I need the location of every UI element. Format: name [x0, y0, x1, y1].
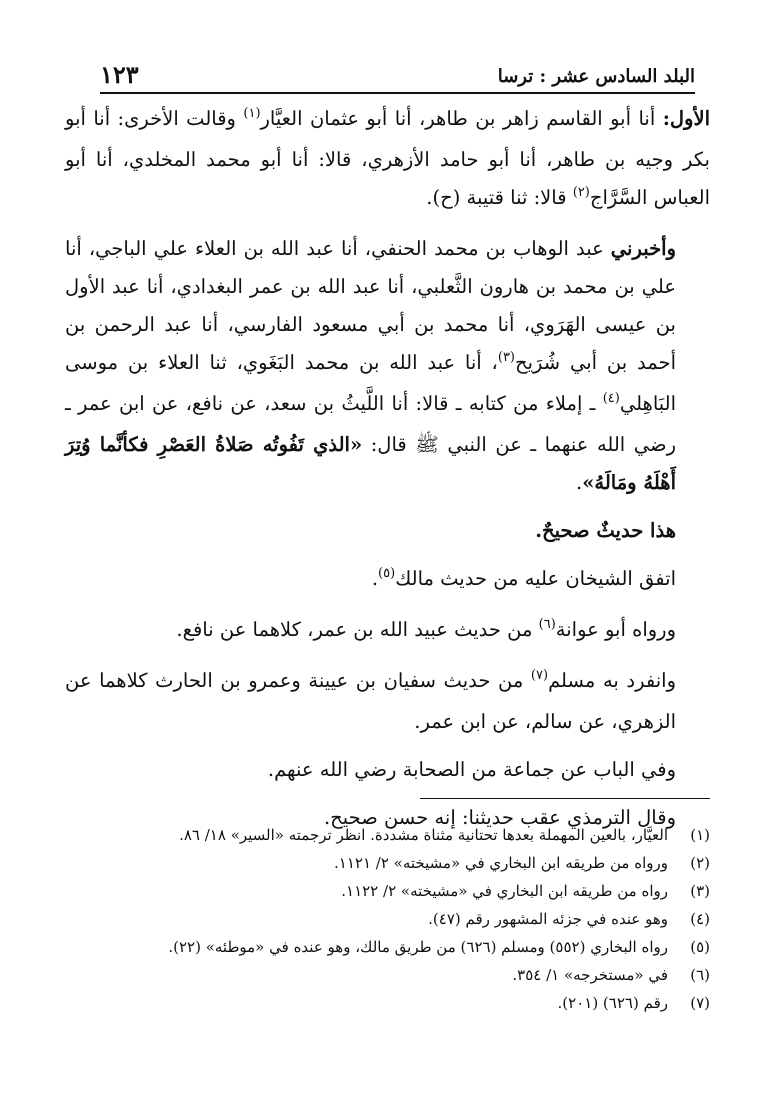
footnote-marker[interactable]: (٦): [538, 617, 556, 632]
footnote-text: رواه البخاري (٥٥٢) ومسلم (٦٢٦) من طريق مالك، وهو عنده في «موطئه» (٢٢).: [168, 938, 668, 956]
footnote-marker[interactable]: (٧): [530, 668, 549, 683]
footnote-text: العيَّار، بالعين المهملة بعدها تحتانية مثناة مشددة. انظر ترجمته «السير» ١٨/ ٨٦.: [179, 826, 668, 844]
hadith-text: «الذي تَفُوتُه صَلاةُ العَصْرِ فكأنَّما وُتِرَ أَهْلَهُ ومَالَهُ»: [65, 433, 676, 494]
text-run: قالا: ثنا قتيبة (ح).: [426, 186, 567, 209]
footnote-number: (٧): [690, 994, 710, 1012]
text-run: وقال الترمذي عقب حديثنا: إنه حسن صحيح.: [323, 806, 676, 829]
text-run: من حديث عبيد الله بن عمر، كلاهما عن نافع.: [176, 618, 533, 641]
text-run: وانفرد به مسلم: [548, 669, 676, 692]
footnote-text: وهو عنده في جزئه المشهور رقم (٤٧).: [428, 910, 668, 928]
main-text: [65, 100, 710, 837]
footnote-marker[interactable]: (١): [243, 106, 261, 121]
footnote-number: (٤): [690, 910, 710, 928]
footnote-item: [65, 821, 710, 849]
paragraph-abu-awana: [65, 611, 710, 652]
footnotes: [65, 798, 710, 1017]
footnote-text: ورواه من طريقه ابن البخاري في «مشيخته» ٢/ ١١٢١.: [334, 854, 668, 872]
page-header: [100, 58, 695, 94]
text-run: عبد الوهاب بن محمد الحنفي، أنا عبد الله بن العلاء علي الباجي، أنا علي بن محمد بن هارون الثَّعلبي، أنا عبد الله بن عمر البغدادي، أنا عبد الأول بن عيسى الهَرَوي، أنا محمد بن أبي مسعود الفارسي، أنا عبد الرحمن بن أحمد بن أبي شُرَيح: [65, 237, 676, 374]
text-run: أنا أبو القاسم زاهر بن طاهر، أنا أبو عثمان العيَّار: [260, 107, 656, 130]
footnote-marker[interactable]: (٤): [602, 391, 620, 406]
footnote-item: [65, 933, 710, 961]
paragraph-lead: وأخبرني: [610, 237, 676, 260]
footnote-text: رقم (٦٢٦) (٢٠١).: [557, 994, 668, 1012]
paragraph-lead: الأول:: [662, 107, 711, 130]
footnote-rule: [420, 798, 710, 799]
paragraph-agreement: [65, 560, 710, 601]
paragraph-isnad-1: [65, 100, 710, 220]
text-run: .: [576, 471, 583, 494]
footnote-number: (٣): [690, 882, 710, 900]
text-run: ـ إملاء من كتابه ـ قالا: أنا اللَّيثُ بن سعد، عن نافع، عن ابن عمر ـ رضي الله عنهما ـ عن النبي ﷺ قال:: [65, 392, 676, 456]
running-title: البلد السادس عشر : ترسا: [497, 66, 695, 87]
footnote-marker[interactable]: (٣): [497, 350, 515, 365]
footnote-marker[interactable]: (٥): [378, 566, 396, 581]
paragraph-grading: [65, 512, 710, 550]
footnote-text: في «مستخرجه» ١/ ٣٥٤.: [512, 966, 668, 984]
text-run: اتفق الشيخان عليه من حديث مالك: [395, 567, 676, 590]
footnote-item: [65, 877, 710, 905]
footnote-item: [65, 989, 710, 1017]
footnote-number: (٥): [690, 938, 710, 956]
paragraph-muslim: [65, 662, 710, 741]
text-run: وفي الباب عن جماعة من الصحابة رضي الله عنهم.: [267, 758, 676, 781]
footnote-number: (٢): [690, 854, 710, 872]
paragraph-isnad-2: [65, 230, 710, 502]
paragraph-companions: [65, 751, 710, 789]
grading-text: هذا حديثٌ صحيحٌ.: [535, 519, 676, 542]
text-run: ، أنا عبد الله بن محمد البَغَوي، ثنا العلاء بن موسى البَاهِلي: [65, 351, 677, 415]
footnote-item: [65, 849, 710, 877]
text-run: وقالت الأخرى: أنا أبو بكر وجيه بن طاهر، أنا أبو حامد الأزهري، قالا: أنا أبو محمد المخلدي، أنا أبو العباس السَّرَّاج: [65, 107, 710, 209]
footnote-item: [65, 961, 710, 989]
text-run: من حديث سفيان بن عيينة وعمرو بن الحارث كلاهما عن الزهري، عن سالم، عن ابن عمر.: [65, 669, 676, 733]
page-number: ١٢٣: [100, 60, 139, 89]
footnote-number: (١): [690, 826, 710, 844]
text-run: .: [371, 567, 379, 590]
footnote-text: رواه من طريقه ابن البخاري في «مشيخته» ٢/ ١١٢٢.: [341, 882, 668, 900]
footnote-number: (٦): [690, 966, 710, 984]
footnote-item: [65, 905, 710, 933]
footnote-marker[interactable]: (٢): [572, 185, 590, 200]
text-run: ورواه أبو عوانة: [555, 618, 676, 641]
